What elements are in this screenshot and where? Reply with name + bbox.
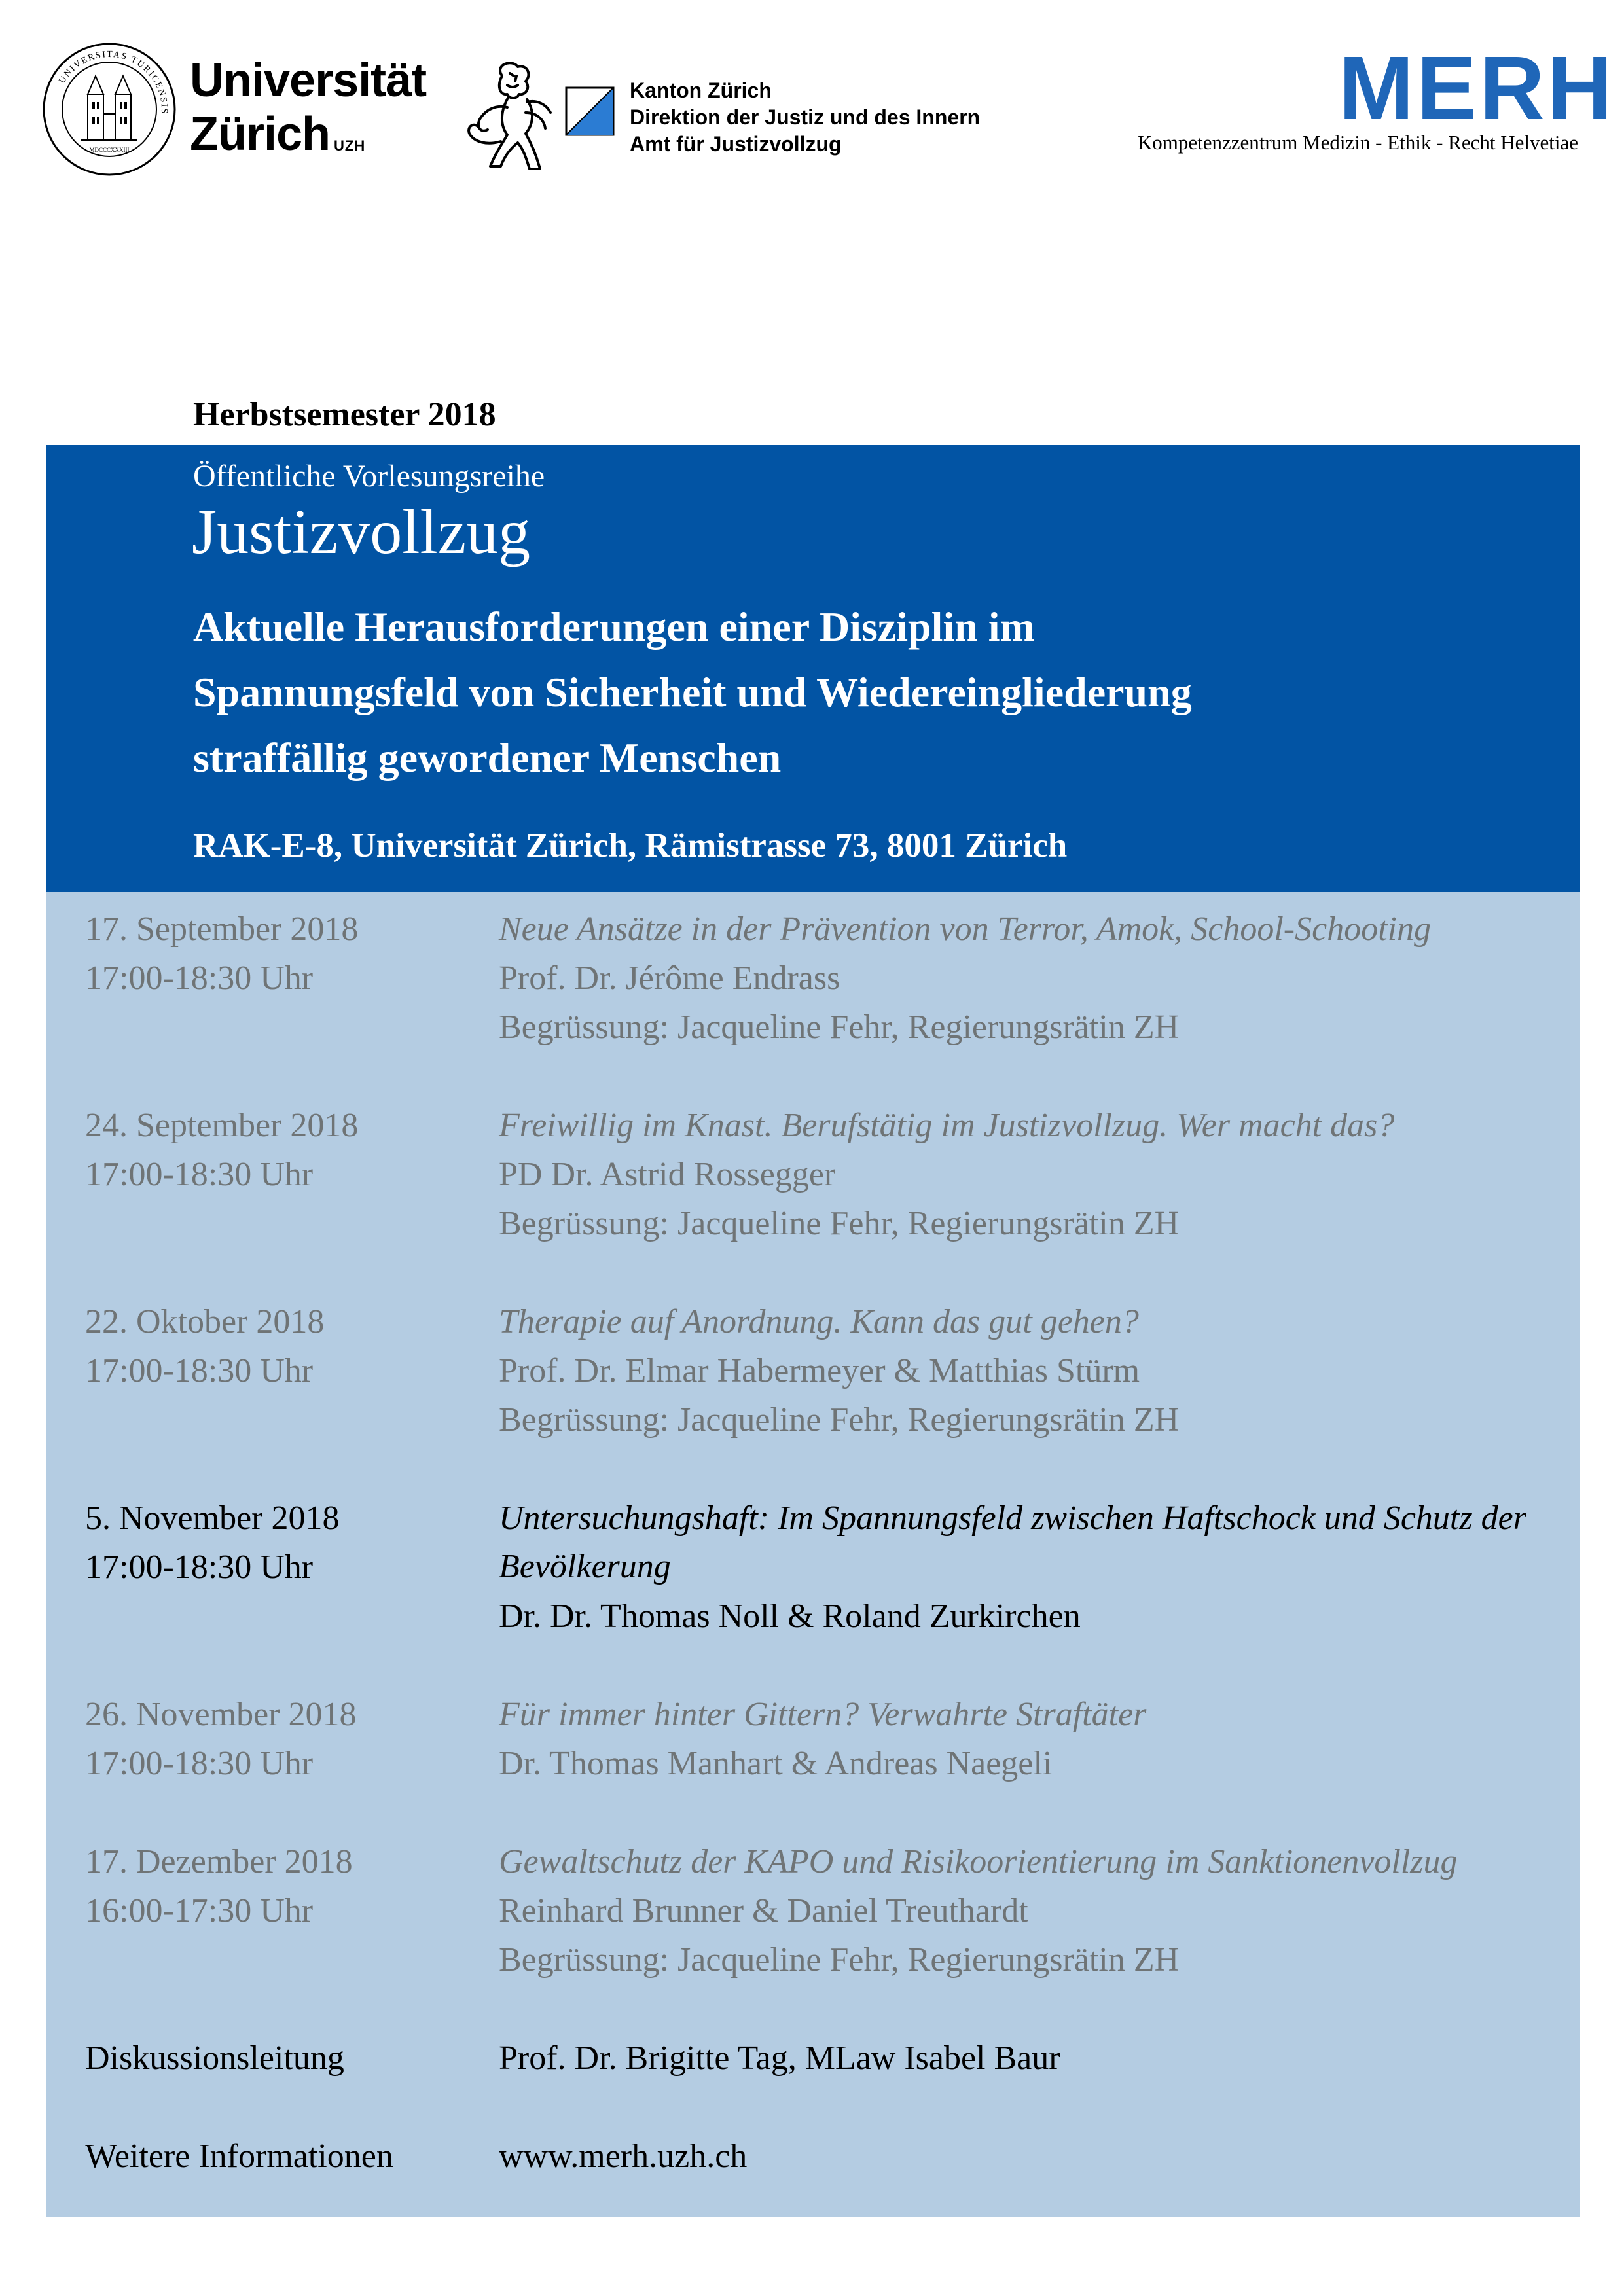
series-label: Öffentliche Vorlesungsreihe xyxy=(193,459,545,493)
event-time: 17:00-18:30 Uhr xyxy=(85,1352,314,1390)
info-link[interactable]: www.merh.uzh.ch xyxy=(499,2138,748,2175)
event-title: Für immer hinter Gittern? Verwahrte Straftäter xyxy=(499,1696,1147,1733)
event-date: 17. September 2018 xyxy=(85,910,359,948)
uzh-wordmark-line2: Zürich xyxy=(190,108,331,160)
event-date: 22. Oktober 2018 xyxy=(85,1303,325,1340)
subtitle-line: straffällig gewordener Menschen xyxy=(193,734,782,781)
event-speakers: Dr. Dr. Thomas Noll & Roland Zurkirchen xyxy=(499,1598,1081,1635)
venue-address: RAK-E-8, Universität Zürich, Rämistrasse 73, 8001 Zürich xyxy=(193,827,1068,865)
event-date: 5. November 2018 xyxy=(85,1499,340,1537)
subtitle xyxy=(193,594,1535,791)
merh-logo: MERH xyxy=(1339,38,1615,139)
schedule-panel xyxy=(46,892,1580,2217)
event-title: Freiwillig im Knast. Berufstätig im Justizvollzug. Wer macht das? xyxy=(499,1107,1395,1144)
uzh-superscript: UZH xyxy=(334,137,366,154)
page-title: Justizvollzug xyxy=(192,497,531,567)
moderation-label: Diskussionsleitung xyxy=(85,2039,344,2077)
event-speakers: PD Dr. Astrid Rossegger xyxy=(499,1156,836,1193)
uzh-wordmark xyxy=(190,54,426,161)
event-time: 17:00-18:30 Uhr xyxy=(85,960,314,997)
event-greeting: Begrüssung: Jacqueline Fehr, Regierungsrätin ZH xyxy=(499,1205,1180,1242)
event-title: Untersuchungshaft: Im Spannungsfeld zwischen Haftschock und Schutz der Bevölkerung xyxy=(499,1499,1526,1585)
seal-year: MDCCCXXXIII xyxy=(89,147,130,153)
event-time: 16:00-17:30 Uhr xyxy=(85,1892,314,1929)
kanton-line1: Kanton Zürich xyxy=(630,79,772,102)
uzh-seal-icon xyxy=(42,42,177,177)
event-title: Neue Ansätze in der Prävention von Terror, Amok, School-Schooting xyxy=(499,910,1432,948)
event-speakers: Dr. Thomas Manhart & Andreas Naegeli xyxy=(499,1745,1053,1782)
uzh-wordmark-line1: Universität xyxy=(190,54,427,107)
event-greeting: Begrüssung: Jacqueline Fehr, Regierungsrätin ZH xyxy=(499,1941,1180,1979)
kanton-line3: Amt für Justizvollzug xyxy=(630,132,842,156)
event-title: Therapie auf Anordnung. Kann das gut gehen? xyxy=(499,1303,1139,1340)
event-time: 17:00-18:30 Uhr xyxy=(85,1549,314,1586)
event-time: 17:00-18:30 Uhr xyxy=(85,1156,314,1193)
event-greeting: Begrüssung: Jacqueline Fehr, Regierungsrätin ZH xyxy=(499,1401,1180,1439)
zurich-flag-icon xyxy=(565,86,615,136)
subtitle-line: Aktuelle Herausforderungen einer Disziplin im xyxy=(193,603,1035,650)
lion-icon xyxy=(461,56,560,181)
event-greeting: Begrüssung: Jacqueline Fehr, Regierungsrätin ZH xyxy=(499,1009,1180,1046)
event-title: Gewaltschutz der KAPO und Risikoorientierung im Sanktionenvollzug xyxy=(499,1843,1458,1880)
semester-label: Herbstsemester 2018 xyxy=(193,396,496,433)
event-date: 26. November 2018 xyxy=(85,1696,357,1733)
event-date: 17. Dezember 2018 xyxy=(85,1843,353,1880)
moderation-value: Prof. Dr. Brigitte Tag, MLaw Isabel Baur xyxy=(499,2039,1060,2077)
seal-inscription: UNIVERSITAS TURICENSIS xyxy=(57,49,170,115)
kanton-line2: Direktion der Justiz und des Innern xyxy=(630,105,981,129)
merh-tagline: Kompetenzzentrum Medizin - Ethik - Recht Helvetiae xyxy=(1137,131,1578,154)
title-banner xyxy=(46,445,1580,892)
event-time: 17:00-18:30 Uhr xyxy=(85,1745,314,1782)
event-date: 24. September 2018 xyxy=(85,1107,359,1144)
event-speakers: Prof. Dr. Elmar Habermeyer & Matthias Stürm xyxy=(499,1352,1140,1390)
event-speakers: Reinhard Brunner & Daniel Treuthardt xyxy=(499,1892,1028,1929)
kanton-block xyxy=(630,77,980,158)
subtitle-line: Spannungsfeld von Sicherheit und Wiedereingliederung xyxy=(193,669,1192,715)
info-label: Weitere Informationen xyxy=(85,2138,393,2175)
event-speakers: Prof. Dr. Jérôme Endrass xyxy=(499,960,840,997)
